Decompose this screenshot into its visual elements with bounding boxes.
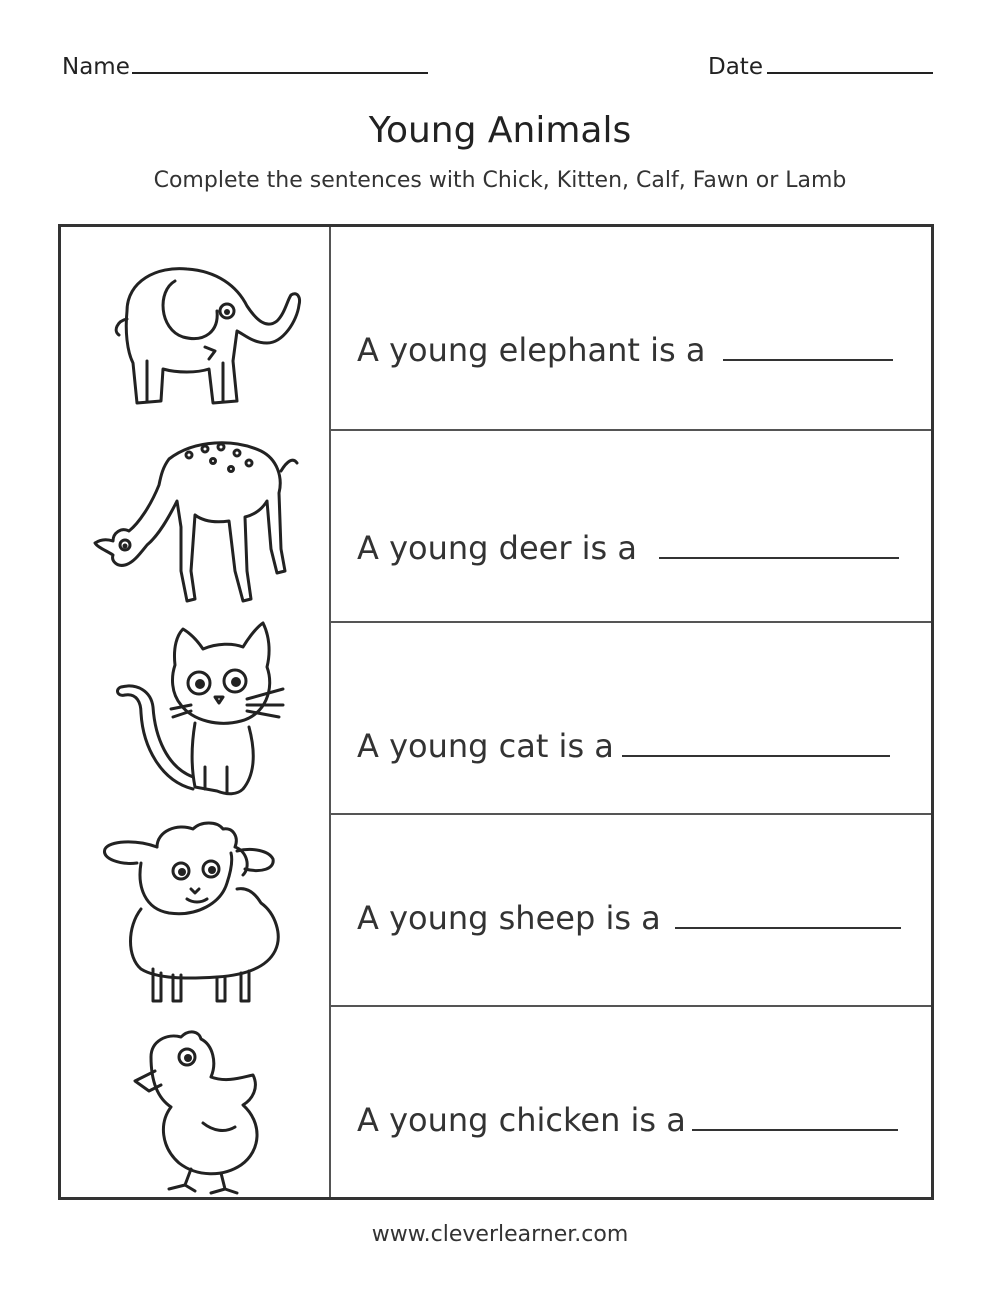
name-field[interactable]	[62, 54, 428, 80]
name-label: Name	[62, 54, 130, 80]
answer-blank[interactable]	[723, 358, 893, 361]
sentence	[357, 899, 901, 937]
sentence-text: A young deer is a	[357, 529, 637, 567]
worksheet-table	[58, 224, 934, 1200]
date-blank-line[interactable]	[767, 72, 933, 74]
sentence-row	[331, 431, 931, 623]
sentence	[357, 529, 899, 567]
footer-website: www.cleverlearner.com	[371, 1222, 629, 1247]
sentence	[357, 727, 890, 765]
worksheet-title: Young Animals	[368, 110, 632, 151]
sentence-row	[331, 1007, 931, 1197]
sentence-row	[331, 815, 931, 1007]
deer-icon	[85, 431, 305, 607]
cat-icon	[107, 617, 317, 805]
date-label: Date	[708, 54, 763, 80]
sentence-row	[331, 623, 931, 815]
sheep-icon	[97, 817, 317, 1007]
worksheet-instructions: Complete the sentences with Chick, Kitten, Calf, Fawn or Lamb	[153, 168, 847, 193]
sentence-text: A young elephant is a	[357, 331, 706, 369]
name-blank-line[interactable]	[132, 72, 428, 74]
date-field[interactable]	[708, 54, 933, 80]
sentence-text: A young sheep is a	[357, 899, 661, 937]
answer-blank[interactable]	[659, 556, 899, 559]
answer-blank[interactable]	[675, 926, 901, 929]
answer-blank[interactable]	[692, 1128, 898, 1131]
elephant-icon	[87, 251, 323, 411]
chicken-icon	[117, 1027, 317, 1197]
sentence-row	[331, 227, 931, 431]
picture-column	[61, 227, 331, 1197]
answer-blank[interactable]	[622, 754, 890, 757]
sentence-text: A young cat is a	[357, 727, 614, 765]
sentence	[357, 1101, 898, 1139]
sentence-text: A young chicken is a	[357, 1101, 686, 1139]
sentence	[357, 331, 893, 369]
